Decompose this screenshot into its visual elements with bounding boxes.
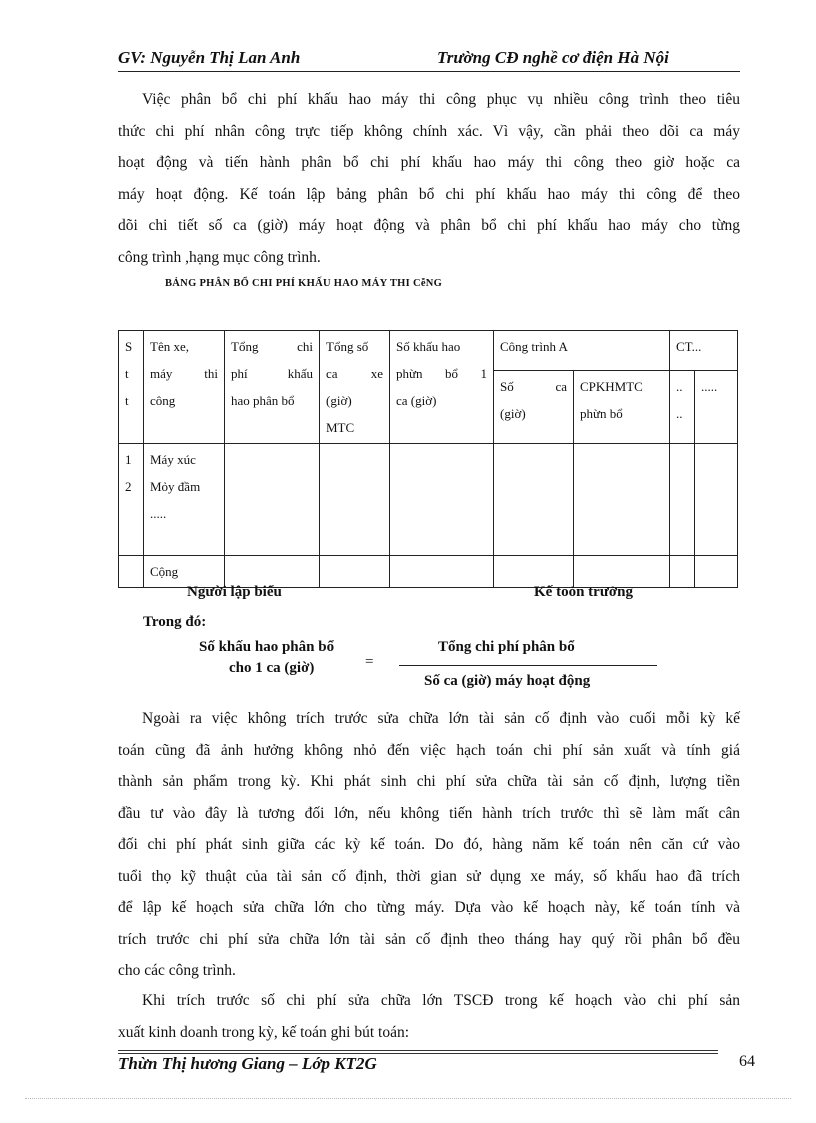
header-text: Số ca — [500, 378, 567, 394]
header-text: ca (giờ) — [396, 393, 437, 408]
header-text: công — [150, 393, 176, 408]
header-text — [150, 333, 218, 360]
table-cell — [320, 444, 390, 556]
header-so-ca — [494, 370, 574, 443]
header-text: Tên xe, — [150, 339, 189, 354]
cell-text: ..... — [150, 506, 167, 521]
paragraph-line: Ngoài ra việc không trích trước sửa chữa lớn tài sản cố định vào cuối mỗi kỳ kế — [142, 710, 740, 727]
formula-denominator: Số ca (giờ) máy hoạt động — [424, 673, 591, 689]
paragraph-line: hoạt động và tiến hành phân bổ chi phí khấu hao máy thi công theo giờ hoặc ca — [118, 154, 740, 171]
table-row — [119, 444, 738, 556]
header-text: Số khấu hao — [396, 339, 461, 354]
header-text: phừn bổ 1 — [396, 366, 487, 381]
paragraph-line: trích trước chi phí sửa chữa lớn tài sản cố định theo tháng hay quý rồi phân bổ đều — [118, 930, 740, 948]
paragraph-line: tuổi thọ kỹ thuật của tài sản cố định, thời gian sử dụng xe máy, số khấu hao đã trích — [118, 867, 740, 885]
paragraph-line: Việc phân bổ chi phí khấu hao máy thi công phục vụ nhiều công trình theo tiêu — [142, 91, 740, 108]
paragraph-3 — [118, 985, 740, 1048]
paragraph-line: để lập kế hoạch sửa chữa lớn cho từng máy. Dựa vào kế hoạch này, kế toán tính và — [118, 899, 740, 916]
paragraph-line: Khi trích trước số chi phí sửa chữa lớn TSCĐ trong kế hoạch vào chi phí sản — [142, 992, 740, 1009]
header-tong-chi-phi — [225, 331, 320, 444]
header-cpkhmtc — [574, 370, 670, 443]
header-text: máy thi — [150, 366, 218, 381]
header-ten-xe — [144, 331, 225, 444]
header-school: Trường CĐ nghề cơ điện Hà Nội — [437, 48, 669, 67]
allocation-table — [118, 330, 738, 588]
table-cell — [225, 556, 320, 588]
total-label: Cộng — [144, 556, 225, 588]
paragraph-1 — [118, 84, 740, 273]
header-text: ca xe — [326, 366, 383, 381]
footer-author: Thừn Thị hương Giang – Lớp KT2G — [118, 1054, 377, 1073]
table-cell — [574, 444, 670, 556]
header-tong-so-ca — [320, 331, 390, 444]
header-ct-sub1 — [670, 370, 695, 443]
page-bottom-divider — [25, 1098, 791, 1099]
cell-stt — [119, 444, 144, 556]
header-text: .. — [676, 378, 683, 394]
header-ct: CT... — [670, 331, 738, 371]
header-ct-sub2: ..... — [695, 370, 738, 443]
table-cell — [320, 556, 390, 588]
table-cell — [670, 444, 695, 556]
table-cell — [390, 556, 494, 588]
footer-rule — [118, 1050, 718, 1051]
header-text: phừn bổ — [580, 405, 623, 421]
header-text: S — [125, 339, 133, 354]
table-cell — [119, 556, 144, 588]
paragraph-line: thành sản phẩm trong kỳ. Khi phát sinh chi phí sửa chữa tài sản cố định, lượng tiền — [118, 773, 740, 790]
cell-names — [144, 444, 225, 556]
header-text: (giờ) — [326, 393, 352, 408]
table-total-row — [119, 556, 738, 588]
table-cell — [695, 556, 738, 588]
header-so-khau-hao — [390, 331, 494, 444]
signature-preparer: Người lập biểu — [187, 584, 282, 600]
table-cell — [574, 556, 670, 588]
table-cell — [494, 444, 574, 556]
header-rule — [118, 71, 740, 72]
table-cell — [670, 556, 695, 588]
table-title: BẢNG PHÂN BỔ CHI PHÍ KHẤU HAO MÁY THI CễNG — [165, 278, 443, 289]
table-cell — [225, 444, 320, 556]
formula-lhs-line1: Số khấu hao phân bổ — [199, 639, 335, 655]
formula-lhs-line2: cho 1 ca (giờ) — [229, 660, 315, 676]
header-author: GV: Nguyễn Thị Lan Anh — [118, 48, 301, 67]
header-cong-trinh-a: Công trình A — [494, 331, 670, 371]
header-text: .. — [676, 405, 683, 421]
cell-text: Máy xúc — [150, 452, 196, 467]
cell-text: 1 — [125, 452, 132, 467]
signature-chief-accountant: Kế toỏn trưởng — [534, 584, 633, 600]
paragraph-line: đối chi phí phát sinh giữa các kỳ kế toán. Do đó, hàng năm kế toán nên căn cứ vào — [118, 836, 740, 853]
formula-intro: Trong đó: — [143, 614, 207, 630]
header-text: Tổng chi — [231, 339, 313, 354]
header-text: CPKHMTC — [580, 378, 643, 394]
table-cell — [695, 444, 738, 556]
cell-text: 2 — [125, 479, 132, 494]
cell-text: Mỏy đầm — [150, 479, 201, 494]
paragraph-line: dõi chi tiết số ca (giờ) máy hoạt động và phân bổ chi phí khấu hao máy cho từng — [118, 217, 740, 234]
header-text: (giờ) — [500, 405, 526, 421]
paragraph-line: máy hoạt động. Kế toán lập bảng phân bổ chi phí khấu hao máy thi công để theo — [118, 185, 740, 203]
header-text: hao phân bổ — [231, 393, 295, 408]
header-text: MTC — [326, 420, 355, 435]
formula-equals: = — [365, 654, 374, 670]
header-stt — [119, 331, 144, 444]
paragraph-line: thức chi phí nhân công trực tiếp không chính xác. Vì vậy, cần phải theo dõi ca máy — [118, 122, 740, 140]
paragraph-line: đầu tư vào đây là tương đối lớn, nếu không tiến hành trích trước thì sẽ làm mất cân — [118, 804, 740, 822]
header-text: t — [125, 366, 129, 381]
table-header-row-1 — [119, 331, 738, 371]
paragraph-line: cho các công trình. — [118, 962, 236, 979]
page-number: 64 — [739, 1053, 755, 1070]
fraction-bar — [399, 665, 657, 666]
table-cell — [494, 556, 574, 588]
header-text: t — [125, 393, 129, 408]
paragraph-line: công trình ,hạng mục công trình. — [118, 248, 321, 266]
formula-numerator: Tổng chi phí phân bổ — [438, 639, 575, 655]
header-text: phí khấu — [231, 366, 313, 381]
paragraph-2 — [118, 703, 740, 987]
paragraph-line: xuất kinh doanh trong kỳ, kế toán ghi bút toán: — [118, 1023, 410, 1041]
header-text: Tổng số — [326, 339, 369, 354]
paragraph-line: toán cũng đã ảnh hưởng không nhỏ đến việc hạch toán chi phí sản xuất và tính giá — [118, 741, 740, 759]
table-cell — [390, 444, 494, 556]
